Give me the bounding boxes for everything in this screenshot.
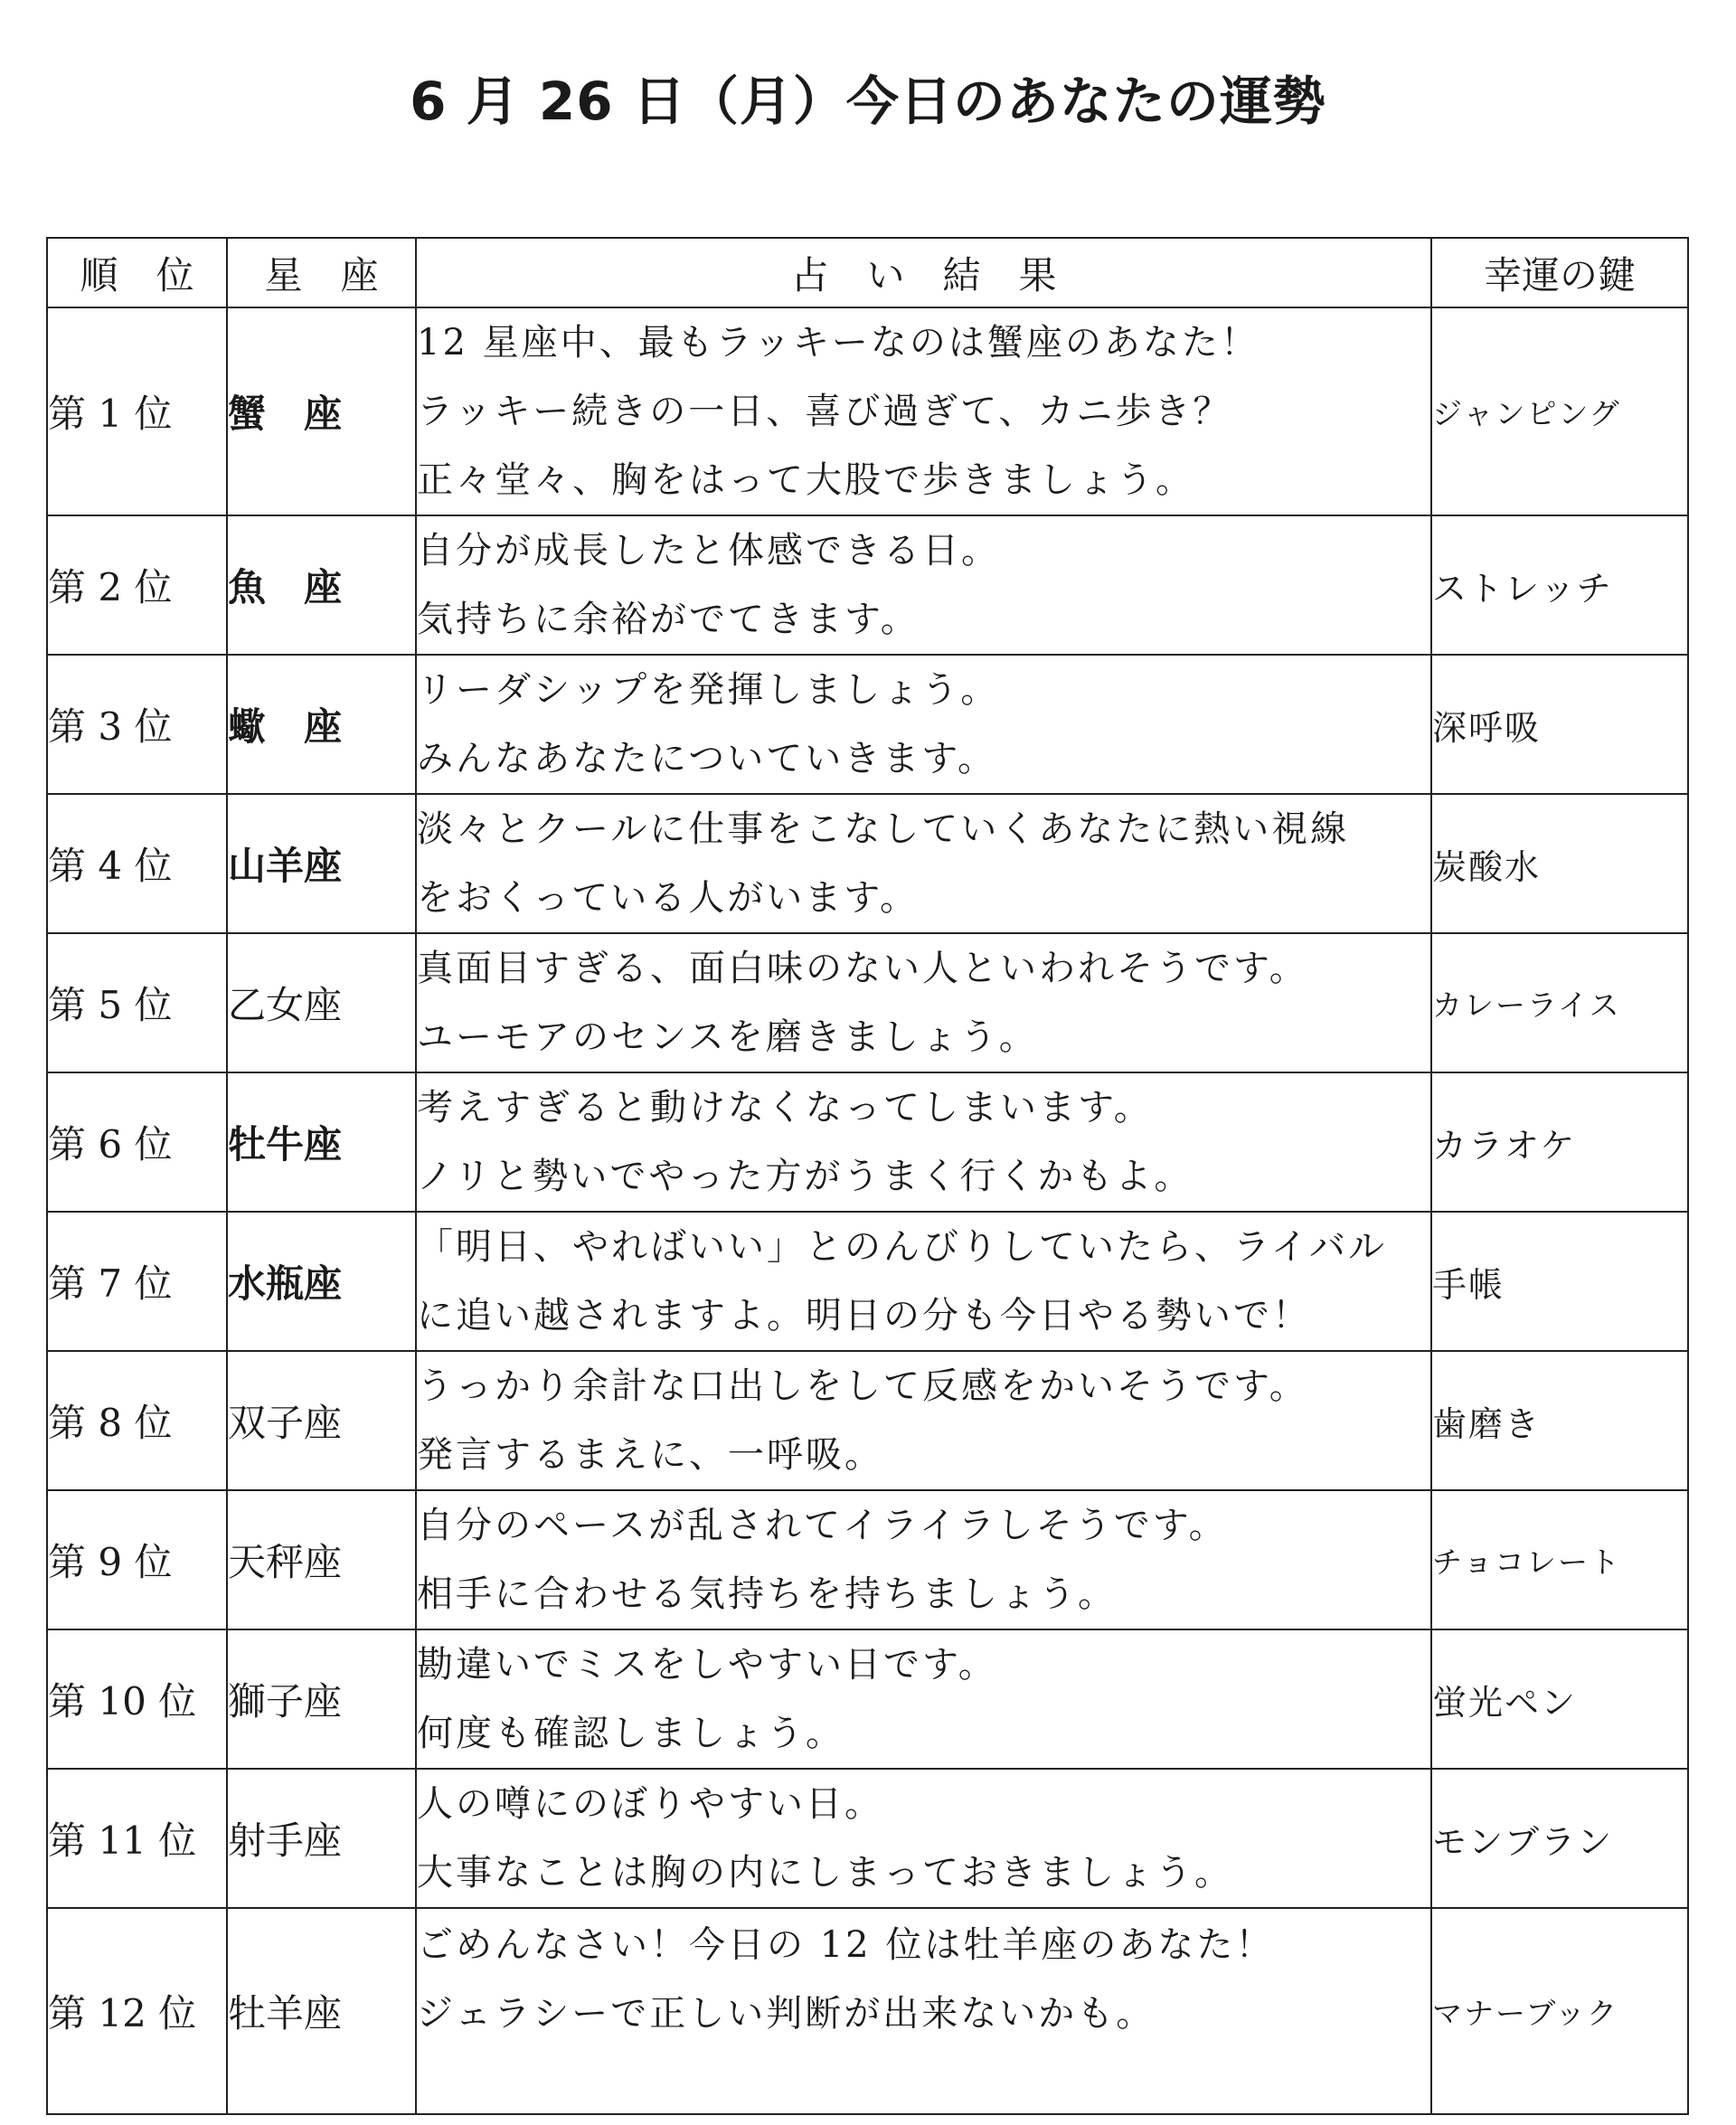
lucky-key-cell: 歯磨き xyxy=(1431,1351,1688,1490)
sign-cell: 乙女座 xyxy=(227,933,416,1072)
sign-cell: 水瓶座 xyxy=(227,1212,416,1351)
result-line: 人の噂にのぼりやすい日。 xyxy=(417,1783,883,1825)
rank-cell: 第 7 位 xyxy=(47,1212,227,1351)
result-line: 発言するまえに、一呼吸。 xyxy=(417,1434,883,1476)
result-line: ノリと勢いでやった方がうまく行くかもよ。 xyxy=(417,1156,1194,1197)
result-line: リーダシップを発揮しましょう。 xyxy=(417,669,1000,711)
result-line: ジェラシーで正しい判断が出来ないかも。 xyxy=(417,1993,1156,2035)
header-sign: 星 座 xyxy=(227,238,416,307)
table-row xyxy=(47,933,1688,1072)
sign-cell: 双子座 xyxy=(227,1351,416,1490)
sign-cell: 牡牛座 xyxy=(227,1072,416,1212)
rank-cell: 第 5 位 xyxy=(47,933,227,1072)
table-row xyxy=(47,1908,1688,2114)
result-line: ラッキー続きの一日、喜び過ぎて、カニ歩き？ xyxy=(417,391,1232,432)
fortune-table xyxy=(46,237,1689,2115)
result-line: 気持ちに余裕がでてきます。 xyxy=(417,599,920,640)
header-key: 幸運の鍵 xyxy=(1431,238,1688,307)
rank-cell: 第 10 位 xyxy=(47,1629,227,1769)
lucky-key-cell: チョコレート xyxy=(1431,1490,1688,1629)
sign-cell: 蟹 座 xyxy=(227,307,416,515)
result-cell xyxy=(416,307,1431,515)
result-line: 相手に合わせる気持ちを持ちましょう。 xyxy=(417,1573,1117,1615)
result-cell xyxy=(416,1908,1431,2114)
result-line: 自分のペースが乱されてイライラしそうです。 xyxy=(417,1505,1228,1546)
result-cell xyxy=(416,1212,1431,1351)
lucky-key-cell: ジャンピング xyxy=(1431,307,1688,515)
table-row xyxy=(47,1490,1688,1629)
rank-cell: 第 9 位 xyxy=(47,1490,227,1629)
header-rank: 順 位 xyxy=(47,238,227,307)
lucky-key-cell: 深呼吸 xyxy=(1431,655,1688,794)
sign-cell: 天秤座 xyxy=(227,1490,416,1629)
result-line: をおくっている人がいます。 xyxy=(417,877,919,919)
table-row xyxy=(47,307,1688,515)
sign-cell: 牡羊座 xyxy=(227,1908,416,2114)
result-line: 大事なことは胸の内にしまっておきましょう。 xyxy=(417,1852,1233,1894)
result-line: 「明日、やればいい」とのんびりしていたら、ライバル xyxy=(417,1226,1387,1268)
result-line: に追い越されますよ。明日の分も今日やる勢いで！ xyxy=(417,1295,1311,1336)
lucky-key-cell: マナーブック xyxy=(1431,1908,1688,2114)
table-row xyxy=(47,515,1688,655)
table-row xyxy=(47,1629,1688,1769)
result-cell xyxy=(416,794,1431,933)
sign-cell: 獅子座 xyxy=(227,1629,416,1769)
result-cell xyxy=(416,515,1431,655)
rank-cell: 第 3 位 xyxy=(47,655,227,794)
rank-cell: 第 8 位 xyxy=(47,1351,227,1490)
result-line: みんなあなたについていきます。 xyxy=(417,738,996,779)
result-line: 何度も確認しましょう。 xyxy=(417,1713,844,1754)
page-title: 6 月 26 日（月）今日のあなたの運勢 xyxy=(410,71,1326,132)
result-cell xyxy=(416,1490,1431,1629)
rank-cell: 第 1 位 xyxy=(47,307,227,515)
lucky-key-cell: 手帳 xyxy=(1431,1212,1688,1351)
rank-cell: 第 6 位 xyxy=(47,1072,227,1212)
result-line: 正々堂々、胸をはって大股で歩きましょう。 xyxy=(417,459,1194,501)
result-line: ユーモアのセンスを磨きましょう。 xyxy=(417,1016,1038,1058)
table-header-row xyxy=(47,238,1688,307)
table-row xyxy=(47,1212,1688,1351)
result-line: 淡々とクールに仕事をこなしていくあなたに熱い視線 xyxy=(417,808,1350,850)
result-line: うっかり余計な口出しをして反感をかいそうです。 xyxy=(417,1365,1308,1407)
result-line: 考えすぎると動けなくなってしまいます。 xyxy=(417,1087,1153,1129)
table-row xyxy=(47,1769,1688,1908)
lucky-key-cell: 蛍光ペン xyxy=(1431,1629,1688,1769)
table-row xyxy=(47,794,1688,933)
sign-cell: 射手座 xyxy=(227,1769,416,1908)
result-line: 真面目すぎる、面白味のない人といわれそうです。 xyxy=(417,948,1308,989)
table-row xyxy=(47,1351,1688,1490)
result-line: 勘違いでミスをしやすい日です。 xyxy=(417,1644,997,1686)
result-cell xyxy=(416,1351,1431,1490)
result-line: 自分が成長したと体感できる日。 xyxy=(417,530,1000,571)
result-cell xyxy=(416,1072,1431,1212)
result-cell xyxy=(416,1629,1431,1769)
rank-cell: 第 11 位 xyxy=(47,1769,227,1908)
table-row xyxy=(47,1072,1688,1212)
sign-cell: 山羊座 xyxy=(227,794,416,933)
rank-cell: 第 4 位 xyxy=(47,794,227,933)
header-result: 占 い 結 果 xyxy=(416,238,1431,307)
table-row xyxy=(47,655,1688,794)
lucky-key-cell: カラオケ xyxy=(1431,1072,1688,1212)
rank-cell: 第 2 位 xyxy=(47,515,227,655)
rank-cell: 第 12 位 xyxy=(47,1908,227,2114)
lucky-key-cell: ストレッチ xyxy=(1431,515,1688,655)
sign-cell: 蠍 座 xyxy=(227,655,416,794)
result-line: 12 星座中、最もラッキーなのは蟹座のあなた！ xyxy=(417,322,1260,364)
result-cell xyxy=(416,933,1431,1072)
lucky-key-cell: モンブラン xyxy=(1431,1769,1688,1908)
sign-cell: 魚 座 xyxy=(227,515,416,655)
lucky-key-cell: カレーライス xyxy=(1431,933,1688,1072)
lucky-key-cell: 炭酸水 xyxy=(1431,794,1688,933)
result-cell xyxy=(416,1769,1431,1908)
result-cell xyxy=(416,655,1431,794)
result-line: ごめんなさい！今日の 12 位は牡羊座のあなた！ xyxy=(417,1924,1275,1966)
